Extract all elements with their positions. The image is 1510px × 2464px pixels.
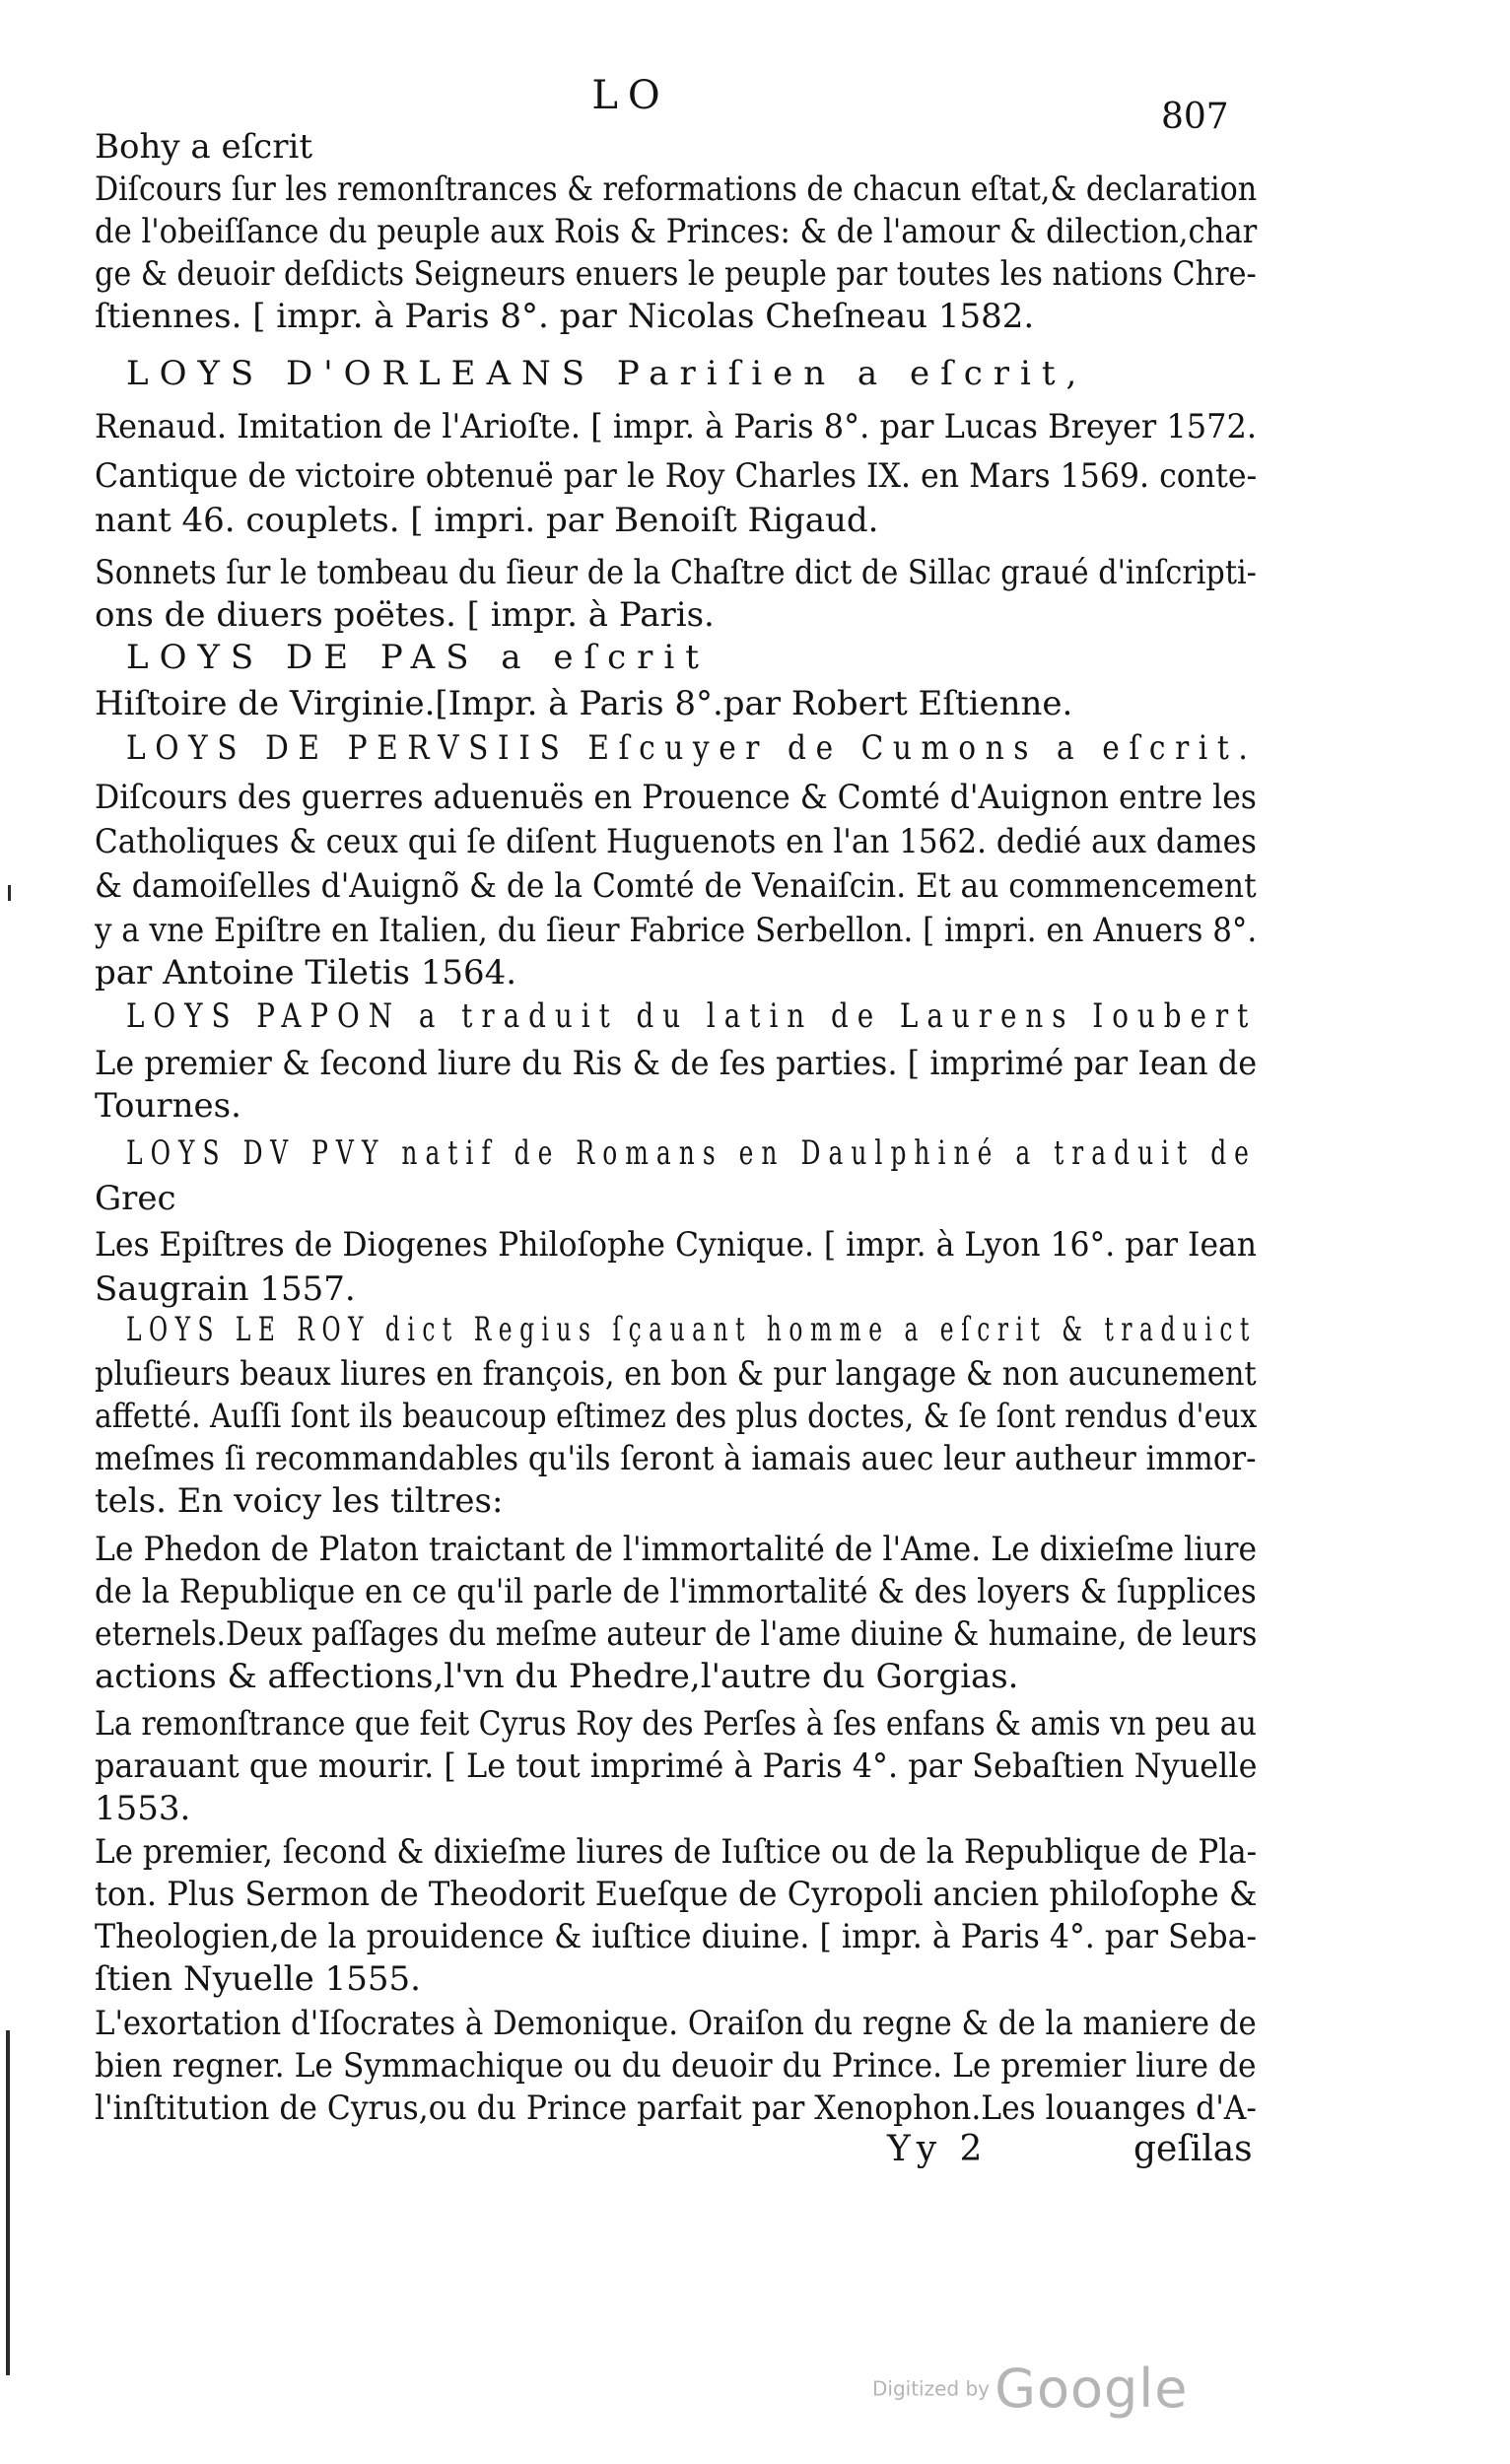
text-line: l'inſtitution de Cyrus,ou du Prince parfait par Xenophon.Les louanges d'A- xyxy=(95,2088,1258,2128)
author-heading: LOYS DE PAS a eſcrit xyxy=(126,638,710,677)
google-logo: Google xyxy=(995,2358,1189,2420)
text-line: & damoiſelles d'Auignõ & de la Comté de Venaiſcin. Et au commencement xyxy=(95,866,1257,906)
text-line: Cantique de victoire obtenuë par le Roy Charles IX. en Mars 1569. conte- xyxy=(95,456,1258,496)
text-line: affetté. Auſſi ſont ils beaucoup eſtimez des plus doctes, & ſe ſont rendus d'eux xyxy=(95,1397,1258,1436)
text-line: parauant que mourir. [ Le tout imprimé à Paris 4°. par Sebaſtien Nyuelle xyxy=(95,1746,1258,1786)
text-line: Hiſtoire de Virginie.[Impr. à Paris 8°.par Robert Eſtienne. xyxy=(95,684,1073,723)
text-line: tels. En voicy les tiltres: xyxy=(95,1481,504,1521)
text-line: Catholiques & ceux qui ſe diſent Huguenots en l'an 1562. dedié aux dames xyxy=(95,822,1257,861)
text-line: nant 46. couplets. [ impri. par Benoiſt Rigaud. xyxy=(95,501,879,540)
text-line: L'exortation d'Iſocrates à Demonique. Oraiſon du regne & de la maniere de xyxy=(95,2004,1257,2043)
author-heading: LOYS DV PVY natif de Romans en Daulphiné a traduit de xyxy=(126,1133,1257,1173)
text-line: Tournes. xyxy=(95,1086,241,1126)
text-line: de l'obeiſſance du peuple aux Rois & Princes: & de l'amour & dilection,char xyxy=(95,212,1258,251)
text-line: Diſcours ſur les remonſtrances & reformations de chacun eſtat,& declaration xyxy=(95,170,1258,209)
text-line: ſtien Nyuelle 1555. xyxy=(95,1959,421,1999)
author-heading: LOYS DE PERVSIIS Eſcuyer de Cumons a eſcrit. xyxy=(126,728,1258,768)
binding-edge-mark xyxy=(6,2030,10,2375)
text-line: ge & deuoir deſdicts Seigneurs enuers le peuple par toutes les nations Chre- xyxy=(95,254,1257,294)
watermark-prefix: Digitized by xyxy=(872,2376,990,2401)
text-line: Diſcours des guerres aduenuës en Prouence & Comté d'Auignon entre les xyxy=(95,778,1257,817)
text-line: ons de diuers poëtes. [ impr. à Paris. xyxy=(95,595,715,635)
text-line: de la Republique en ce qu'il parle de l'immortalité & des loyers & ſupplices xyxy=(95,1572,1257,1611)
text-line: Le Phedon de Platon traictant de l'immortalité de l'Ame. Le dixieſme liure xyxy=(95,1530,1258,1569)
author-heading: LOYS LE ROY dict Regius ſçauant homme a eſcrit & traduict xyxy=(126,1310,1257,1349)
text-line: Sonnets ſur le tombeau du ſieur de la Chaſtre dict de Sillac graué d'inſcripti- xyxy=(95,553,1257,592)
text-line: actions & affections,l'vn du Phedre,l'autre du Gorgias. xyxy=(95,1657,1019,1696)
digitized-watermark xyxy=(872,2358,1189,2420)
page-number: 807 xyxy=(1161,97,1229,137)
text-line: Le premier & ſecond liure du Ris & de ſes parties. [ imprimé par Iean de xyxy=(95,1044,1258,1083)
catchword: geſilas xyxy=(1133,2129,1253,2169)
text-line: Renaud. Imitation de l'Arioſte. [ impr. à Paris 8°. par Lucas Breyer 1572. xyxy=(95,407,1258,446)
author-heading: LOYS PAPON a traduit du latin de Laurens Ioubert xyxy=(126,996,1258,1036)
text-line: meſmes ſi recommandables qu'ils ſeront à iamais auec leur autheur immor- xyxy=(95,1439,1257,1478)
text-line: Saugrain 1557. xyxy=(95,1269,356,1309)
binding-edge-mark xyxy=(8,885,11,901)
text-line: eternels.Deux paſſages du meſme auteur de l'ame diuine & humaine, de leurs xyxy=(95,1614,1258,1654)
text-line: 1553. xyxy=(95,1789,191,1828)
text-line: Les Epiſtres de Diogenes Philoſophe Cynique. [ impr. à Lyon 16°. par Iean xyxy=(95,1225,1258,1265)
text-line: ſtiennes. [ impr. à Paris 8°. par Nicolas Cheſneau 1582. xyxy=(95,297,1035,336)
text-line: par Antoine Tiletis 1564. xyxy=(95,953,517,992)
signature-mark: Yy 2 xyxy=(887,2129,989,2169)
text-line: y a vne Epiſtre en Italien, du ſieur Fabrice Serbellon. [ impri. en Anuers 8°. xyxy=(95,911,1258,950)
author-heading: LOYS D'ORLEANS Pariſien a eſcrit, xyxy=(126,354,1088,393)
text-line: Theologien,de la prouidence & iuſtice diuine. [ impr. à Paris 4°. par Seba- xyxy=(95,1917,1258,1956)
text-line: bien regner. Le Symmachique ou du deuoir du Prince. Le premier liure de xyxy=(95,2046,1257,2086)
text-line: Le premier, ſecond & dixieſme liures de Iuſtice ou de la Republique de Pla- xyxy=(95,1832,1258,1872)
text-line: La remonſtrance que feit Cyrus Roy des Perſes à ſes enfans & amis vn peu au xyxy=(95,1704,1257,1744)
text-line: pluſieurs beaux liures en françois, en bon & pur langage & non aucunement xyxy=(95,1354,1257,1394)
text-line: ton. Plus Sermon de Theodorit Eueſque de Cyropoli ancien philoſophe & xyxy=(95,1875,1258,1914)
text-line: Bohy a eſcrit xyxy=(95,127,312,167)
text-line: Grec xyxy=(95,1179,176,1218)
running-title: LO xyxy=(591,73,670,118)
